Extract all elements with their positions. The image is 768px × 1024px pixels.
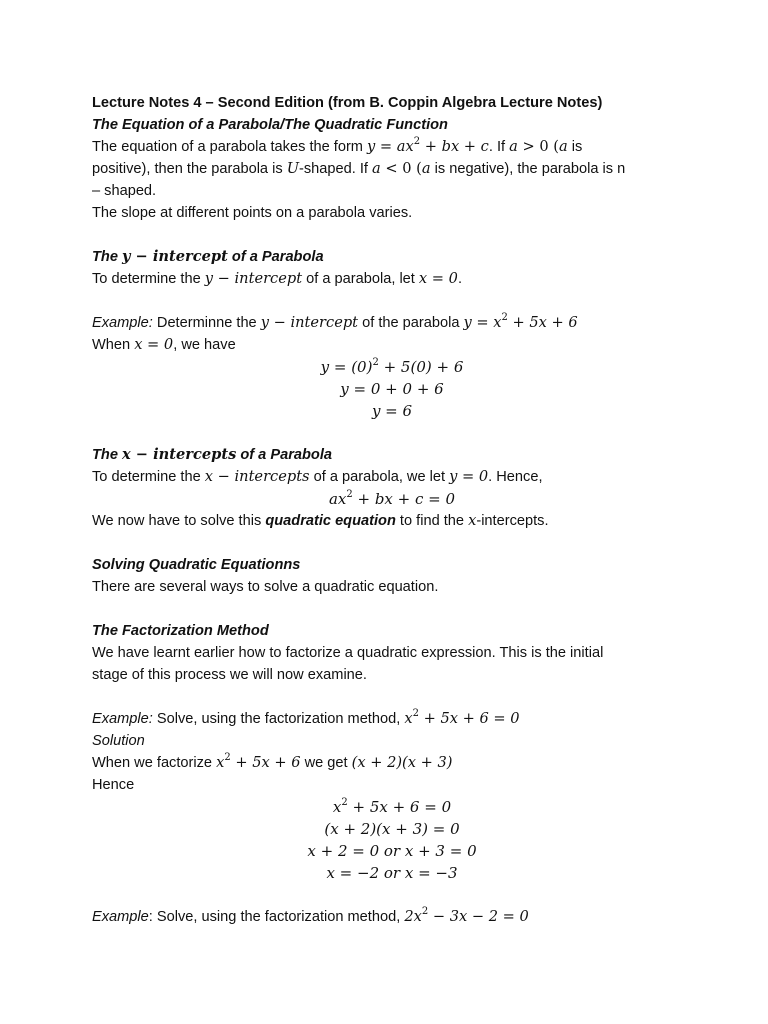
y-intercept-rule: To determine the y − intercept of a parabola, let x = 0. [92,270,463,287]
factorization-equation-1: $x^2 + 5x + 6 = 0$ [332,797,452,816]
y-intercept-equation-2: y = 0 + 0 + 6 [340,380,444,398]
factorization-equation-3: x + 2 = 0 or x + 3 = 0 [307,842,477,860]
y-intercept-heading: The y − intercept of a Parabola [92,248,324,265]
factorization-example-2: Example: Solve, using the factorization method, $2x^2 - 3x - 2 = 0$ [92,906,529,925]
y-intercept-equation-3: y = 6 [371,402,413,420]
x-intercepts-heading: The x − intercepts of a Parabola [92,446,332,463]
x-intercepts-rule: To determine the x − intercepts of a parabola, we let y = 0. Hence, [92,468,543,485]
lecture-page [92,92,692,928]
factorization-equation-2: (x + 2)(x + 3) = 0 [324,820,460,838]
factorization-example-1: Example: Solve, using the factorization method, $x^2 + 5x + 6 = 0$ [92,708,520,727]
factorize-statement: When we factorize $x^2 + 5x + 6$ we get (x + 2)(x + 3) [92,752,453,771]
document-title: Lecture Notes 4 – Second Edition (from B. Coppin Algebra Lecture Notes) [92,95,603,111]
general-quadratic-equation: $ax^2$ + bx + c = 0 [328,489,456,508]
factorization-line-2: stage of this process we will now examine. [92,667,367,683]
factorization-line-1: We have learnt earlier how to factorize a quadratic expression. This is the initial [92,645,604,661]
y-intercept-when: When x = 0, we have [92,336,236,353]
intro-line-1: The equation of a parabola takes the form $y = ax^2$ + bx + c. If a > 0 (a is [92,136,583,155]
solving-heading: Solving Quadratic Equationns [92,557,301,573]
solution-label: Solution [92,733,145,749]
y-intercept-equation-1: $y = (0)^2 + 5(0) + 6$ [320,357,464,376]
solving-line: There are several ways to solve a quadratic equation. [92,579,439,595]
intro-line-3: – shaped. [92,183,157,199]
y-intercept-example: Example: Determinne the y − intercept of the parabola $y = x^2 + 5x + 6$ [92,312,578,331]
factorization-heading: The Factorization Method [92,623,269,639]
hence-label: Hence [92,777,135,793]
x-intercepts-note: We now have to solve this quadratic equation to find the x-intercepts. [92,512,549,529]
factorization-equation-4: x = −2 or x = −3 [326,864,458,882]
intro-line-4: The slope at different points on a parabola varies. [92,205,413,221]
section-heading-parabola: The Equation of a Parabola/The Quadratic Function [92,117,448,133]
intro-line-2: positive), then the parabola is U-shaped. If a < 0 (a is negative), the parabola is n [92,160,626,177]
